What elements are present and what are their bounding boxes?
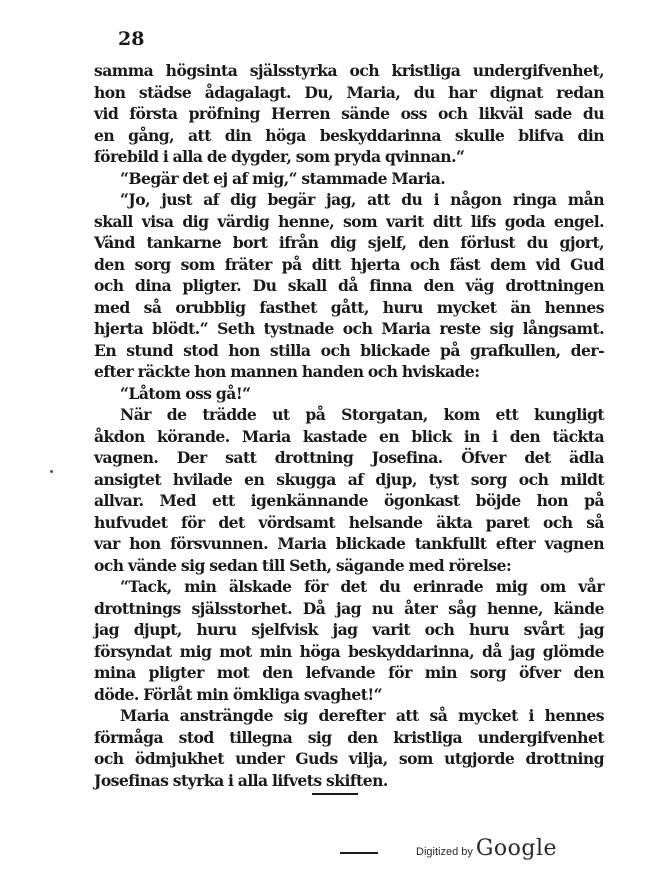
digitized-by-google-stamp xyxy=(416,836,557,861)
text-line: drottnings själsstorhet. Då jag nu åter såg henne, kände xyxy=(94,598,604,618)
text-line: var hon försvunnen. Maria blickade tankfullt efter vagnen xyxy=(94,534,604,553)
digitized-by-label: Digitized by xyxy=(416,846,473,858)
text-line: En stund stod hon stilla och blickade på grafkullen, der- xyxy=(94,340,604,360)
text-line: hufvudet för det vördsamt helsande äkta paret och så xyxy=(94,512,604,532)
body-text xyxy=(94,60,604,791)
text-line: ansigtet hvilade en skugga af djup, tyst sorg och mildt xyxy=(94,469,604,489)
text-line: hon städse ådagalagt. Du, Maria, du har dignat redan xyxy=(94,82,604,102)
text-line: Vänd tankarne bort ifrån dig sjelf, den förlust du gjort, xyxy=(94,233,604,252)
text-line: en gång, att din höga beskyddarinna skulle blifva din xyxy=(94,125,604,145)
text-line: vagnen. Der satt drottning Josefina. Öfver det ädla xyxy=(94,448,604,467)
text-line: förmåga stod tillegna sig den kristliga undergifvenhet xyxy=(94,727,604,747)
section-end-rule xyxy=(312,793,358,795)
text-line: efter räckte hon mannen handen och hviskade: xyxy=(94,362,480,381)
text-line: “Begär det ej af mig,“ stammade Maria. xyxy=(120,168,446,188)
text-line: åkdon körande. Maria kastade en blick in i den täckta xyxy=(94,426,604,446)
text-line: med så orubblig fasthet gått, huru mycket än hennes xyxy=(94,297,604,317)
text-line: samma högsinta själsstyrka och kristliga undergifvenhet, xyxy=(94,61,604,80)
text-line: “Låtom oss gå!“ xyxy=(120,383,251,403)
google-logo: Google xyxy=(475,836,558,861)
text-line: och dina pligter. Du skall då finna den väg drottningen xyxy=(94,276,604,295)
text-line: När de trädde ut på Storgatan, kom ett kungligt xyxy=(120,405,604,424)
text-line: den sorg som fräter på ditt hjerta och fäst dem vid Gud xyxy=(94,254,604,274)
ink-speck xyxy=(50,470,53,473)
text-line: hjerta blödt.“ Seth tystnade och Maria reste sig långsamt. xyxy=(94,319,604,338)
text-line: jag djupt, huru sjelfvisk jag varit och huru svårt jag xyxy=(94,620,604,639)
text-line: förebild i alla de dygder, som pryda qvinnan.“ xyxy=(94,147,465,166)
text-line: och ödmjukhet under Guds vilja, som utgjorde drottning xyxy=(94,749,604,768)
page-number: 28 xyxy=(118,28,145,50)
footer-dash xyxy=(340,852,378,854)
text-line: vid första pröfning Herren sände oss och likväl sade du xyxy=(94,104,604,123)
text-line: mina pligter mot den lefvande för min sorg öfver den xyxy=(94,663,604,682)
text-line: försyndat mig mot min höga beskyddarinna, då jag glömde xyxy=(94,641,604,661)
text-line: Josefinas styrka i alla lifvets skiften. xyxy=(94,770,388,790)
text-line: “Tack, min älskade för det du erinrade mig om vår xyxy=(120,577,604,596)
text-line: Maria ansträngde sig derefter att så mycket i hennes xyxy=(120,706,604,725)
text-line: skall visa dig värdig henne, som varit ditt lifs goda engel. xyxy=(94,211,604,231)
text-line: allvar. Med ett igenkännande ögonkast böjde hon på xyxy=(94,491,604,510)
text-line: “Jo, just af dig begär jag, att du i någon ringa mån xyxy=(120,190,604,209)
text-line: döde. Förlåt min ömkliga svaghet!“ xyxy=(94,684,383,704)
text-line: och vände sig sedan till Seth, sägande med rörelse: xyxy=(94,555,512,575)
